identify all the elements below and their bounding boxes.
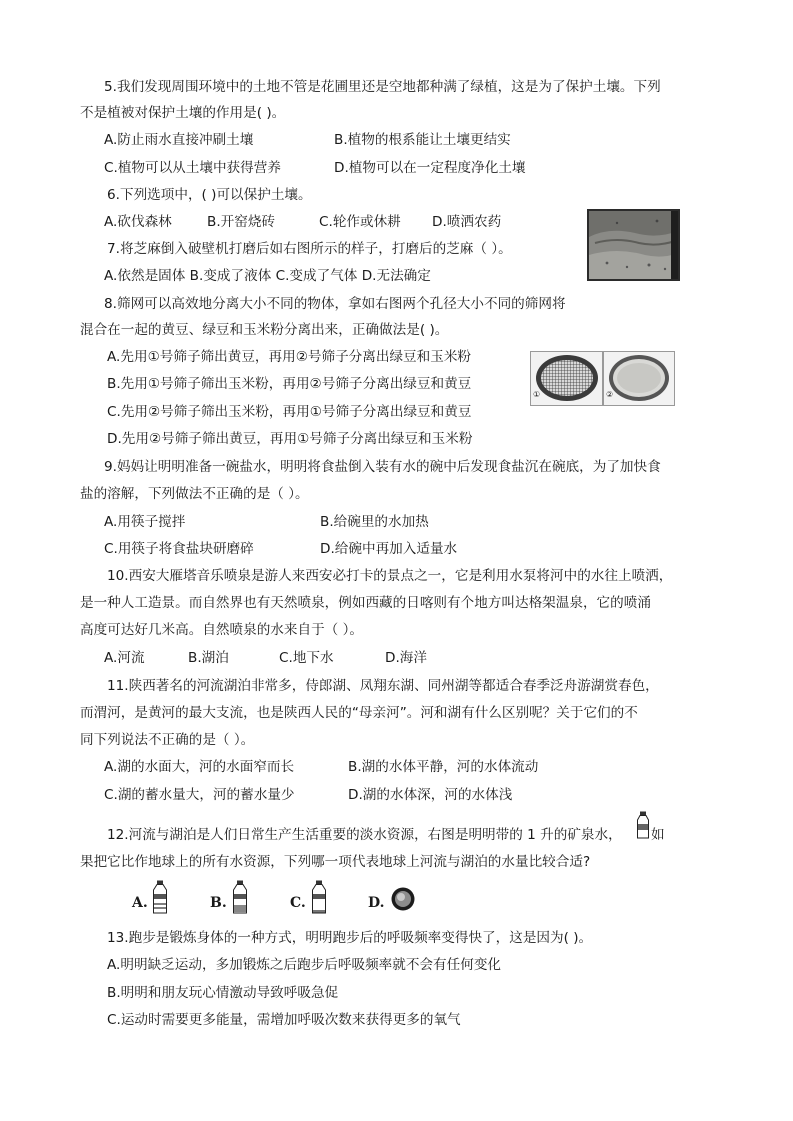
water-drop-circle-icon: [390, 886, 416, 912]
q10-stem-line1: 10.西安大雁塔音乐喷泉是游人来西安必打卡的景点之一，它是利用水泵将河中的水往上喷洒，: [107, 568, 673, 584]
q9-option-d: D.给碗中再加入适量水: [320, 541, 458, 557]
q12-option-c: [290, 880, 330, 916]
q5-stem-line2: 不是植被对保护土壤的作用是( )。: [80, 105, 286, 121]
sieve-2-icon: [604, 352, 674, 405]
q12-option-b-label: B.: [210, 895, 227, 911]
q12-option-d: [368, 880, 420, 916]
q13-option-a: A.明明缺乏运动，多加锻炼之后跑步后呼吸频率就不会有任何变化: [107, 957, 502, 973]
bottle-a-icon: [152, 880, 168, 914]
q9-stem-line1: 9.妈妈让明明准备一碗盐水，明明将食盐倒入装有水的碗中后发现食盐沉在碗底，为了加快食: [104, 459, 661, 475]
q6-option-a: A.砍伐森林: [104, 214, 172, 230]
q10-option-a: A.河流: [104, 650, 145, 666]
q6-stem: 6.下列选项中，( )可以保护土壤。: [107, 187, 312, 203]
q10-option-d: D.海洋: [385, 650, 427, 666]
q12-option-a: [132, 880, 172, 916]
q11-option-a: A.湖的水面大，河的水面窄而长: [104, 759, 295, 775]
q12-option-d-label: D.: [368, 895, 385, 911]
water-bottle-icon: [636, 811, 650, 839]
sieve-2-photo: [603, 351, 675, 406]
q10-stem-line2: 是一种人工造景。而自然界也有天然喷泉，例如西藏的日喀则有个地方叫达格架温泉，它的喷涌: [80, 595, 651, 611]
q8-option-b: B.先用①号筛子筛出玉米粉，再用②号筛子分离出绿豆和黄豆: [107, 376, 472, 392]
q11-stem-line3: 同下列说法不正确的是（ ）。: [80, 732, 255, 748]
q7-options: A.依然是固体 B.变成了液体 C.变成了气体 D.无法确定: [104, 268, 431, 284]
q13-option-c: C.运动时需要更多能量，需增加呼吸次数来获得更多的氧气: [107, 1012, 461, 1028]
q9-option-b: B.给碗里的水加热: [320, 514, 429, 530]
q5-option-c: C.植物可以从土壤中获得营养: [104, 160, 281, 176]
q12-stem-line2: 果把它比作地球上的所有水资源，下列哪一项代表地球上河流与湖泊的水量比较合适?: [80, 854, 591, 870]
q11-option-c: C.湖的蓄水量大，河的蓄水量少: [104, 787, 295, 803]
sieve-1-photo: [530, 351, 603, 406]
q8-option-d: D.先用②号筛子筛出黄豆，再用①号筛子分离出绿豆和玉米粉: [107, 431, 473, 447]
q11-option-d: D.湖的水体深，河的水体浅: [348, 787, 513, 803]
q10-stem-line3: 高度可达好几米高。自然喷泉的水来自于（ ）。: [80, 622, 363, 638]
ground-sesame-photo: [587, 209, 680, 281]
q5-stem-line1: 5.我们发现周围环境中的土地不管是花圃里还是空地都种满了绿植，这是为了保护土壤。下列: [104, 79, 661, 95]
q12-stem-line1-end: 如: [651, 827, 665, 843]
sieve-1-icon: [531, 352, 602, 405]
q7-stem: 7.将芝麻倒入破壁机打磨后如右图所示的样子，打磨后的芝麻（ ）。: [107, 241, 512, 257]
q5-option-b: B.植物的根系能让土壤更结实: [334, 132, 511, 148]
q5-option-a: A.防止雨水直接冲刷土壤: [104, 132, 254, 148]
q8-option-c: C.先用②号筛子筛出玉米粉，再用①号筛子分离出绿豆和黄豆: [107, 404, 472, 420]
bottle-c-icon: [311, 880, 327, 914]
bottle-b-icon: [232, 880, 248, 914]
q12-option-b: [210, 880, 250, 916]
q12-option-a-label: A.: [132, 895, 148, 911]
q9-option-c: C.用筷子将食盐块研磨碎: [104, 541, 254, 557]
q6-option-b: B.开窑烧砖: [207, 214, 276, 230]
q5-option-d: D.植物可以在一定程度净化土壤: [334, 160, 526, 176]
q10-option-c: C.地下水: [279, 650, 334, 666]
sieve-1-label: ①: [533, 390, 541, 399]
q13-option-b: B.明明和朋友玩心情激动导致呼吸急促: [107, 985, 339, 1001]
q9-stem-line2: 盐的溶解，下列做法不正确的是（ ）。: [80, 486, 309, 502]
q8-option-a: A.先用①号筛子筛出黄豆，再用②号筛子分离出绿豆和玉米粉: [107, 349, 472, 365]
q6-option-c: C.轮作或休耕: [319, 214, 401, 230]
q10-option-b: B.湖泊: [188, 650, 229, 666]
q6-option-d: D.喷洒农药: [432, 214, 502, 230]
q11-stem-line1: 11.陕西著名的河流湖泊非常多，侍郎湖、凤翔东湖、同州湖等都适合春季泛舟游湖赏春色，: [107, 678, 659, 694]
q11-option-b: B.湖的水体平静，河的水体流动: [348, 759, 539, 775]
q11-stem-line2: 而渭河，是黄河的最大支流，也是陕西人民的“母亲河”。河和湖有什么区别呢？关于它们的不: [80, 705, 638, 721]
sieve-2-label: ②: [606, 390, 614, 399]
q12-stem-line1: 12.河流与湖泊是人们日常生产生活重要的淡水资源，右图是明明带的 1 升的矿泉水，: [107, 827, 622, 843]
q8-stem-line2: 混合在一起的黄豆、绿豆和玉米粉分离出来，正确做法是( )。: [80, 322, 449, 338]
q13-stem: 13.跑步是锻炼身体的一种方式，明明跑步后的呼吸频率变得快了，这是因为( )。: [107, 930, 593, 946]
q12-option-c-label: C.: [290, 895, 306, 911]
q9-option-a: A.用筷子搅拌: [104, 514, 186, 530]
q8-stem-line1: 8.筛网可以高效地分离大小不同的物体，拿如右图两个孔径大小不同的筛网将: [104, 296, 566, 312]
